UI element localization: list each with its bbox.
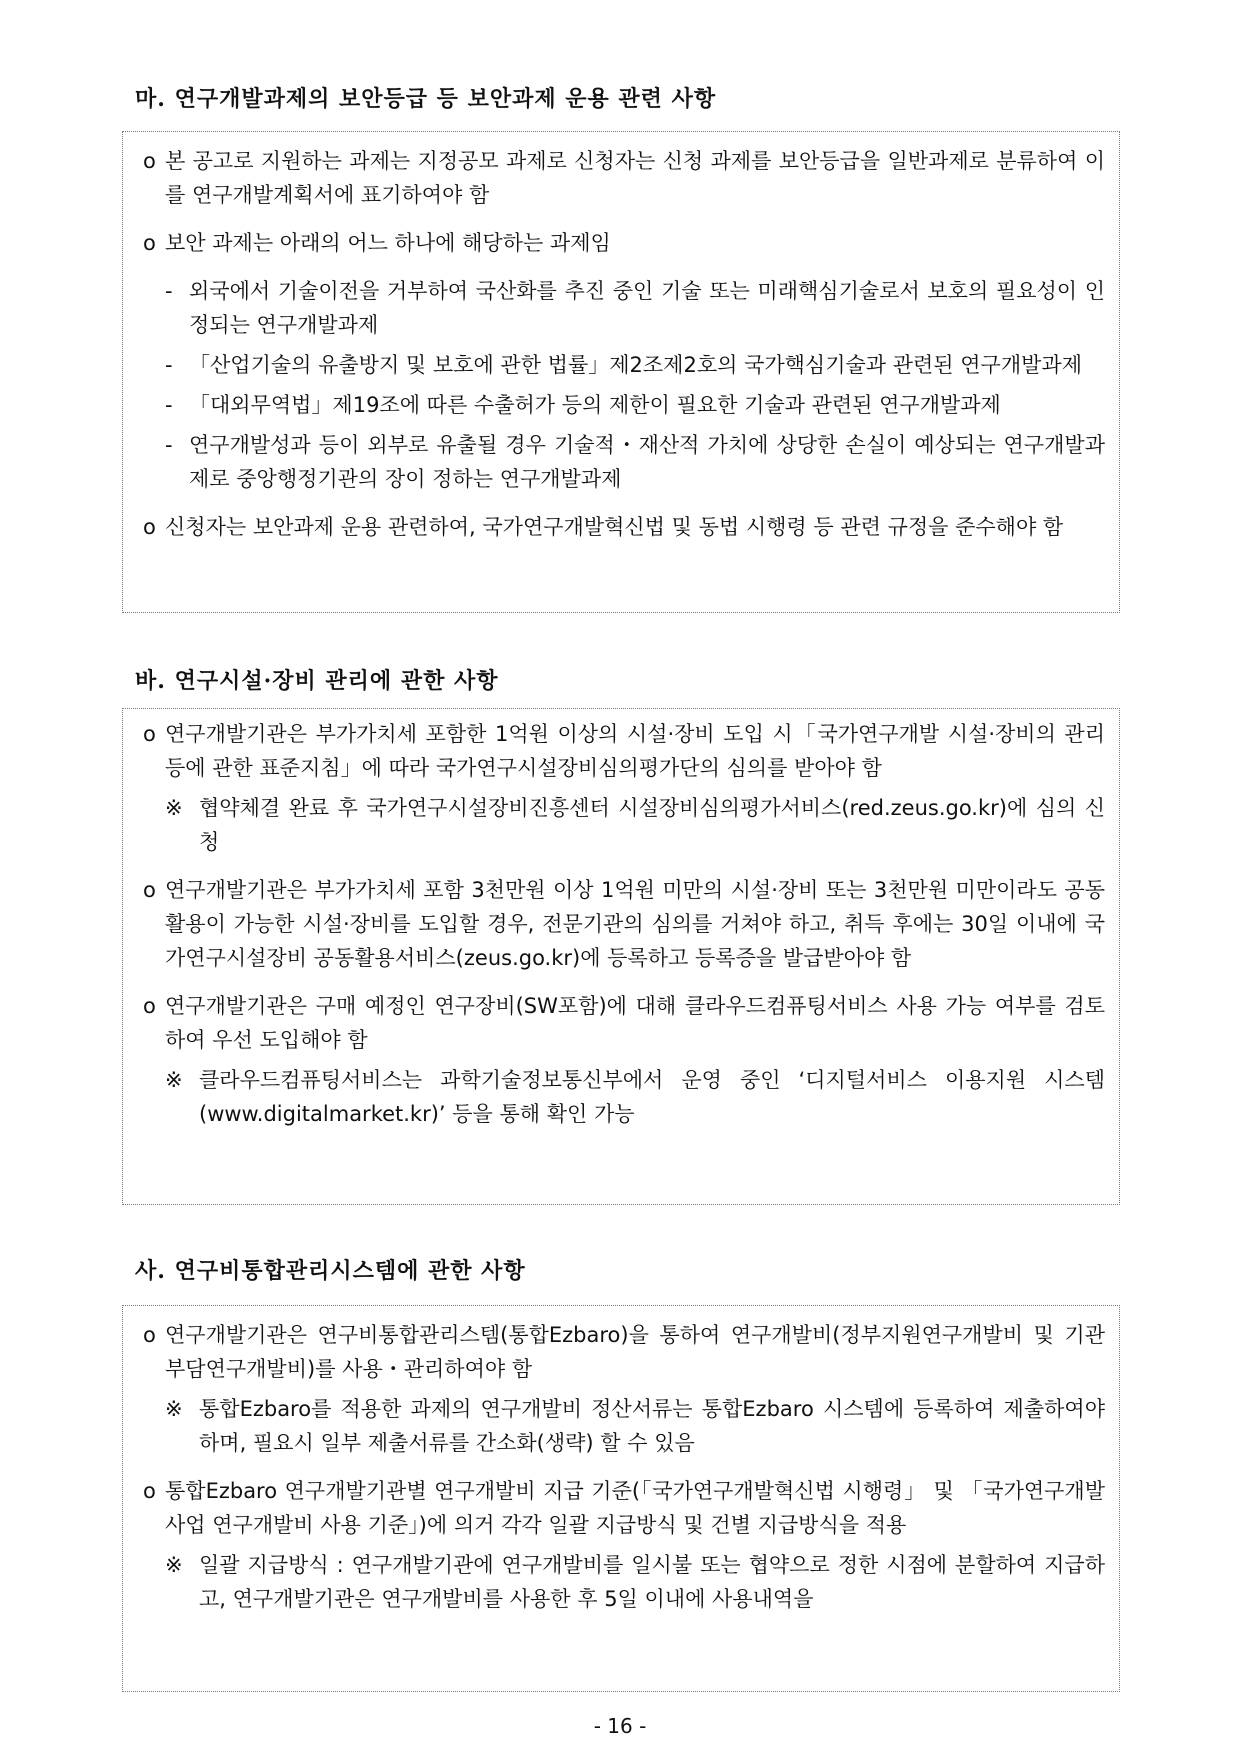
bullet-dash: - [165, 353, 173, 377]
bullet-circle: o [143, 149, 156, 173]
bullet-circle: o [143, 231, 156, 255]
section-heading-facilities: 바. 연구시설·장비 관리에 관한 사항 [135, 668, 499, 694]
bullet-circle: o [143, 878, 156, 902]
item-text: 통합Ezbaro 연구개발기관별 연구개발비 지급 기준(「국가연구개발혁신법 시행령」 및 「국가연구개발사업 연구개발비 사용 기준」)에 의거 각각 일괄 지급방식 및 건별 지급방식을 적용 [165, 1479, 1105, 1537]
section-heading-security: 마. 연구개발과제의 보안등급 등 보안과제 운용 관련 사항 [135, 86, 717, 112]
bullet-dash: - [165, 279, 173, 303]
bullet-circle: o [143, 515, 156, 539]
reference-mark: ※ [165, 1397, 183, 1421]
item-text: 「산업기술의 유출방지 및 보호에 관한 법률」제2조제2호의 국가핵심기술과 관련된 연구개발과제 [189, 353, 1082, 377]
list-note [143, 1548, 1105, 1616]
item-text: 협약체결 완료 후 국가연구시설장비진흥센터 시설장비심의평가서비스(red.zeus.go.kr)에 심의 신청 [199, 796, 1105, 854]
bullet-dash: - [165, 393, 173, 417]
list-item [143, 510, 1105, 544]
item-text: 「대외무역법」제19조에 따른 수출허가 등의 제한이 필요한 기술과 관련된 연구개발과제 [189, 393, 1001, 417]
item-text: 연구개발기관은 부가가치세 포함한 1억원 이상의 시설·장비 도입 시「국가연구개발 시설·장비의 관리 등에 관한 표준지침」에 따라 국가연구시설장비심의평가단의 심의를 받아야 함 [165, 722, 1105, 780]
list-subitem [143, 348, 1105, 382]
reference-mark: ※ [165, 1553, 183, 1577]
list-item [143, 226, 1105, 260]
bullet-circle: o [143, 1479, 156, 1503]
bullet-circle: o [143, 1323, 156, 1347]
list-item [143, 1318, 1105, 1386]
list-subitem [143, 428, 1105, 496]
item-text: 연구개발기관은 구매 예정인 연구장비(SW포함)에 대해 클라우드컴퓨팅서비스 사용 가능 여부를 검토하여 우선 도입해야 함 [165, 994, 1105, 1052]
list-note [143, 1392, 1105, 1460]
list-item [143, 989, 1105, 1057]
item-text: 연구개발기관은 부가가치세 포함 3천만원 이상 1억원 미만의 시설·장비 또는 3천만원 미만이라도 공동 활용이 가능한 시설·장비를 도입할 경우, 전문기관의 심의를 거쳐야 하고, 취득 후에는 30일 이내에 국가연구시설장비 공동활용서비스(zeus.go.kr)에 등록하고 등록증을 발급받아야 함 [165, 878, 1105, 970]
section-box-facilities [122, 708, 1120, 1205]
item-text: 통합Ezbaro를 적용한 과제의 연구개발비 정산서류는 통합Ezbaro 시스템에 등록하여 제출하여야 하며, 필요시 일부 제출서류를 간소화(생략) 할 수 있음 [199, 1397, 1105, 1455]
item-text: 신청자는 보안과제 운용 관련하여, 국가연구개발혁신법 및 동법 시행령 등 관련 규정을 준수해야 함 [165, 515, 1064, 539]
list-note [143, 791, 1105, 859]
list-item [143, 717, 1105, 785]
section-heading-ezbaro: 사. 연구비통합관리시스템에 관한 사항 [135, 1258, 526, 1284]
section-box-ezbaro [122, 1305, 1120, 1692]
bullet-circle: o [143, 994, 156, 1018]
reference-mark: ※ [165, 796, 183, 820]
item-text: 외국에서 기술이전을 거부하여 국산화를 추진 중인 기술 또는 미래핵심기술로서 보호의 필요성이 인정되는 연구개발과제 [189, 279, 1105, 337]
list-note [143, 1063, 1105, 1131]
section-box-security [122, 131, 1120, 613]
list-item [143, 144, 1105, 212]
list-item [143, 1474, 1105, 1542]
list-subitem [143, 274, 1105, 342]
bullet-dash: - [165, 433, 173, 457]
item-text: 클라우드컴퓨팅서비스는 과학기술정보통신부에서 운영 중인 ‘디지털서비스 이용지원 시스템(www.digitalmarket.kr)’ 등을 통해 확인 가능 [199, 1068, 1105, 1126]
page-number: - 16 - [593, 1714, 647, 1738]
reference-mark: ※ [165, 1068, 183, 1092]
list-item [143, 873, 1105, 975]
item-text: 연구개발성과 등이 외부로 유출될 경우 기술적・재산적 가치에 상당한 손실이 예상되는 연구개발과제로 중앙행정기관의 장이 정하는 연구개발과제 [189, 433, 1105, 491]
item-text: 본 공고로 지원하는 과제는 지정공모 과제로 신청자는 신청 과제를 보안등급을 일반과제로 분류하여 이를 연구개발계획서에 표기하여야 함 [165, 149, 1105, 207]
item-text: 연구개발기관은 연구비통합관리스템(통합Ezbaro)을 통하여 연구개발비(정부지원연구개발비 및 기관부담연구개발비)를 사용・관리하여야 함 [165, 1323, 1105, 1381]
bullet-circle: o [143, 722, 156, 746]
list-subitem [143, 388, 1105, 422]
item-text: 보안 과제는 아래의 어느 하나에 해당하는 과제임 [165, 231, 611, 255]
item-text: 일괄 지급방식 : 연구개발기관에 연구개발비를 일시불 또는 협약으로 정한 시점에 분할하여 지급하고, 연구개발기관은 연구개발비를 사용한 후 5일 이내에 사용내역을 [199, 1553, 1105, 1611]
